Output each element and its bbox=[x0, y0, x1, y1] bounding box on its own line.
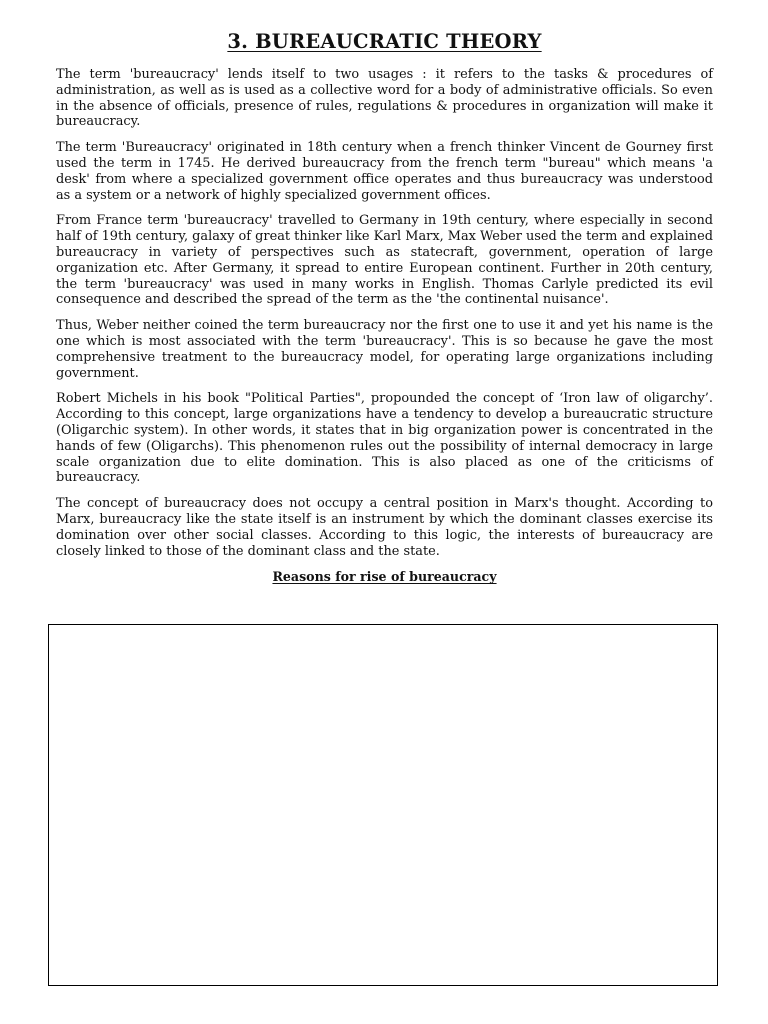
figure-frame bbox=[48, 624, 718, 986]
paragraph-usages: The term 'bureaucracy' lends itself to two usages : it refers to the tasks & procedures of administration, as well as is used as a collective word for a body of administrative officials. So even in the absence of officials, presence of rules, regulations & procedures in organization will make it bureaucracy. bbox=[56, 67, 713, 130]
page-title: 3. BUREAUCRATIC THEORY bbox=[227, 30, 542, 53]
paragraph-germany: From France term 'bureaucracy' travelled to Germany in 19th century, where especially in second half of 19th century, galaxy of great thinker like Karl Marx, Max Weber used the term and explained bureaucracy in variety of perspectives such as statecraft, government, operation of large organization etc. After Germany, it spread to entire European continent. Further in 20th century, the term 'bureaucracy' was used in many works in English. Thomas Carlyle predicted its evil consequence and described the spread of the term as the 'the continental nuisance'. bbox=[56, 213, 713, 308]
paragraph-origin: The term 'Bureaucracy' originated in 18th century when a french thinker Vincent de Gourney first used the term in 1745. He derived bureaucracy from the french term "bureau" which means 'a desk' from where a specialized government office operates and thus bureaucracy was understood as a system or a network of highly specialized government offices. bbox=[56, 140, 713, 203]
paragraph-marx: The concept of bureaucracy does not occupy a central position in Marx's thought. According to Marx, bureaucracy like the state itself is an instrument by which the dominant classes exercise its domination over other social classes. According to this logic, the interests of bureaucracy are closely linked to those of the dominant class and the state. bbox=[56, 496, 713, 559]
section-heading: Reasons for rise of bureaucracy bbox=[272, 569, 497, 585]
paragraph-weber: Thus, Weber neither coined the term bureaucracy nor the first one to use it and yet his name is the one which is most associated with the term 'bureaucracy'. This is so because he gave the most comprehensive treatment to the bureaucracy model, for operating large organizations including government. bbox=[56, 318, 713, 381]
paragraph-michels: Robert Michels in his book "Political Parties", propounded the concept of ‘Iron law of oligarchy’. According to this concept, large organizations have a tendency to develop a bureaucratic structure (Oligarchic system). In other words, it states that in big organization power is concentrated in the hands of few (Oligarchs). This phenomenon rules out the possibility of internal democracy in large scale organization due to elite domination. This is also placed as one of the criticisms of bureaucracy. bbox=[56, 391, 713, 486]
document-page bbox=[56, 30, 713, 584]
